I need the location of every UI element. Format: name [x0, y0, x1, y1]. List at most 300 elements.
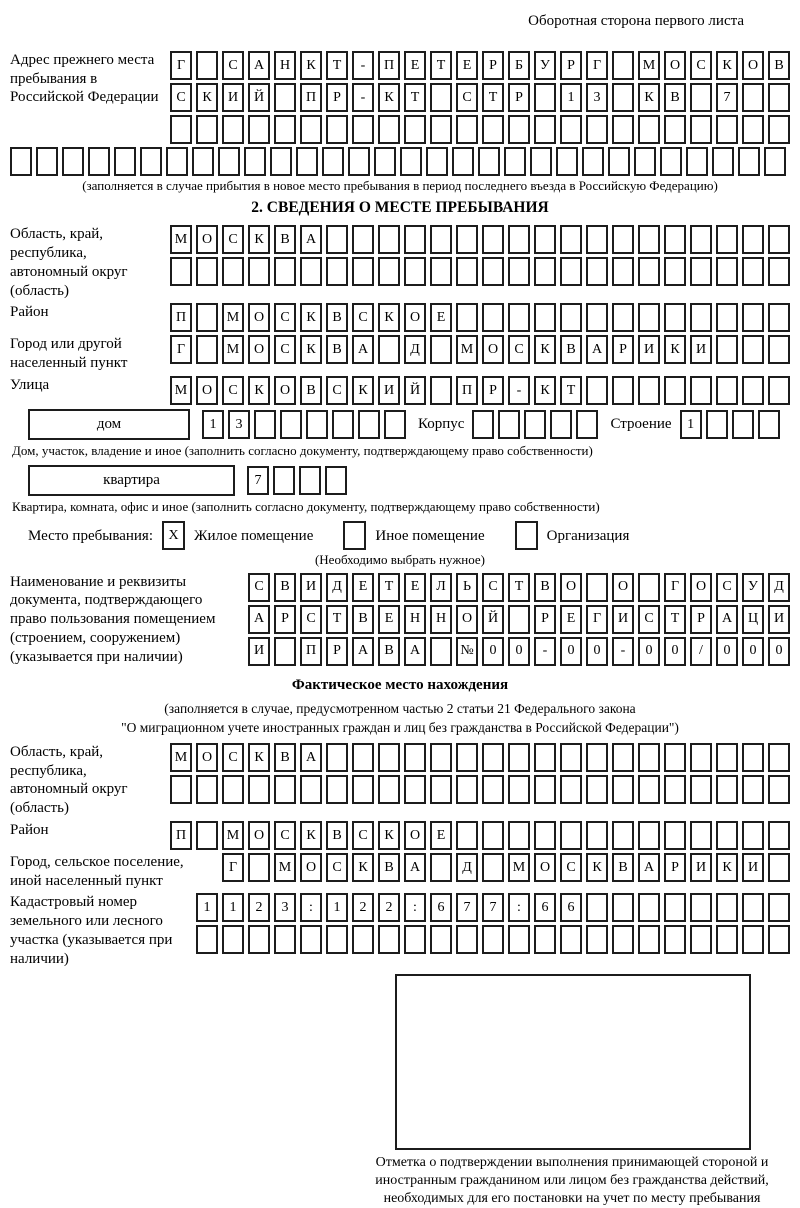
char-cell[interactable]: О [742, 51, 764, 80]
char-cell[interactable] [690, 115, 712, 144]
char-cell[interactable] [716, 893, 738, 922]
char-cell[interactable]: Т [430, 51, 452, 80]
char-cell[interactable] [273, 466, 295, 495]
char-cell[interactable]: Т [508, 573, 530, 602]
char-cell[interactable]: К [378, 821, 400, 850]
char-cell[interactable]: : [508, 893, 530, 922]
char-cell[interactable] [612, 83, 634, 112]
char-cell[interactable]: А [404, 637, 426, 666]
char-cell[interactable]: А [716, 605, 738, 634]
char-cell[interactable]: Р [508, 83, 530, 112]
char-cell[interactable]: - [612, 637, 634, 666]
char-cell[interactable]: С [716, 573, 738, 602]
char-cell[interactable]: 6 [534, 893, 556, 922]
char-cell[interactable] [664, 893, 686, 922]
char-cell[interactable] [270, 147, 292, 176]
char-cell[interactable]: И [768, 605, 790, 634]
char-cell[interactable]: В [352, 605, 374, 634]
char-cell[interactable] [686, 147, 708, 176]
char-cell[interactable]: Е [430, 303, 452, 332]
char-cell[interactable] [690, 303, 712, 332]
char-cell[interactable]: 0 [638, 637, 660, 666]
char-cell[interactable]: Р [560, 51, 582, 80]
char-cell[interactable]: 2 [378, 893, 400, 922]
char-cell[interactable] [716, 257, 738, 286]
char-cell[interactable]: 1 [560, 83, 582, 112]
char-cell[interactable]: О [248, 335, 270, 364]
char-cell[interactable] [430, 115, 452, 144]
char-cell[interactable]: А [248, 51, 270, 80]
char-cell[interactable] [690, 821, 712, 850]
char-cell[interactable] [326, 925, 348, 954]
char-cell[interactable]: С [274, 303, 296, 332]
char-cell[interactable] [534, 821, 556, 850]
char-cell[interactable] [196, 821, 218, 850]
char-cell[interactable] [332, 410, 354, 439]
char-cell[interactable]: А [404, 853, 426, 882]
char-cell[interactable] [430, 257, 452, 286]
char-cell[interactable]: П [300, 83, 322, 112]
char-cell[interactable]: Р [482, 376, 504, 405]
char-cell[interactable] [534, 925, 556, 954]
char-cell[interactable]: У [534, 51, 556, 80]
char-cell[interactable] [586, 257, 608, 286]
char-cell[interactable] [378, 335, 400, 364]
char-cell[interactable]: О [690, 573, 712, 602]
char-cell[interactable]: С [222, 376, 244, 405]
char-cell[interactable]: С [326, 853, 348, 882]
char-cell[interactable]: Й [248, 83, 270, 112]
char-cell[interactable] [560, 775, 582, 804]
char-cell[interactable] [482, 115, 504, 144]
char-cell[interactable]: Р [274, 605, 296, 634]
char-cell[interactable]: Е [456, 51, 478, 80]
char-cell[interactable] [222, 257, 244, 286]
char-cell[interactable] [192, 147, 214, 176]
char-cell[interactable] [378, 775, 400, 804]
char-cell[interactable] [612, 925, 634, 954]
char-cell[interactable] [608, 147, 630, 176]
char-cell[interactable] [430, 775, 452, 804]
char-cell[interactable] [248, 257, 270, 286]
char-cell[interactable]: А [352, 637, 374, 666]
char-cell[interactable]: Р [664, 853, 686, 882]
char-cell[interactable]: М [170, 225, 192, 254]
char-cell[interactable]: И [638, 335, 660, 364]
char-cell[interactable] [690, 257, 712, 286]
char-cell[interactable] [300, 115, 322, 144]
char-cell[interactable]: О [274, 376, 296, 405]
char-cell[interactable] [716, 821, 738, 850]
char-cell[interactable] [482, 303, 504, 332]
char-cell[interactable] [638, 303, 660, 332]
char-cell[interactable] [430, 743, 452, 772]
char-cell[interactable] [732, 410, 754, 439]
char-cell[interactable] [716, 303, 738, 332]
char-cell[interactable] [550, 410, 572, 439]
char-cell[interactable] [664, 115, 686, 144]
char-cell[interactable] [742, 257, 764, 286]
char-cell[interactable]: Н [430, 605, 452, 634]
char-cell[interactable]: С [508, 335, 530, 364]
char-cell[interactable] [196, 335, 218, 364]
char-cell[interactable]: Р [690, 605, 712, 634]
char-cell[interactable]: Р [326, 83, 348, 112]
char-cell[interactable] [36, 147, 58, 176]
char-cell[interactable]: С [222, 51, 244, 80]
char-cell[interactable]: Й [404, 376, 426, 405]
char-cell[interactable]: Т [560, 376, 582, 405]
char-cell[interactable]: 3 [228, 410, 250, 439]
char-cell[interactable]: С [326, 376, 348, 405]
char-cell[interactable] [326, 775, 348, 804]
char-cell[interactable] [300, 775, 322, 804]
char-cell[interactable] [534, 743, 556, 772]
char-cell[interactable] [456, 115, 478, 144]
char-cell[interactable] [768, 893, 790, 922]
char-cell[interactable]: К [352, 853, 374, 882]
char-cell[interactable] [196, 51, 218, 80]
char-cell[interactable] [254, 410, 276, 439]
char-cell[interactable] [664, 775, 686, 804]
char-cell[interactable]: - [352, 83, 374, 112]
char-cell[interactable]: О [248, 303, 270, 332]
char-cell[interactable] [742, 775, 764, 804]
char-cell[interactable]: М [222, 303, 244, 332]
char-cell[interactable]: 1 [202, 410, 224, 439]
char-cell[interactable]: М [222, 335, 244, 364]
char-cell[interactable]: А [352, 335, 374, 364]
char-cell[interactable]: А [638, 853, 660, 882]
char-cell[interactable] [352, 225, 374, 254]
char-cell[interactable] [664, 303, 686, 332]
char-cell[interactable] [196, 925, 218, 954]
char-cell[interactable] [768, 743, 790, 772]
char-cell[interactable] [482, 225, 504, 254]
char-cell[interactable] [352, 115, 374, 144]
char-cell[interactable] [404, 775, 426, 804]
char-cell[interactable] [586, 893, 608, 922]
char-cell[interactable]: Т [482, 83, 504, 112]
char-cell[interactable]: Т [664, 605, 686, 634]
char-cell[interactable] [612, 821, 634, 850]
char-cell[interactable]: Р [534, 605, 556, 634]
char-cell[interactable]: - [352, 51, 374, 80]
char-cell[interactable]: К [248, 743, 270, 772]
char-cell[interactable] [508, 115, 530, 144]
char-cell[interactable]: К [352, 376, 374, 405]
char-cell[interactable] [325, 466, 347, 495]
char-cell[interactable] [352, 257, 374, 286]
char-cell[interactable] [218, 147, 240, 176]
char-cell[interactable]: Ь [456, 573, 478, 602]
char-cell[interactable] [612, 115, 634, 144]
char-cell[interactable] [378, 743, 400, 772]
char-cell[interactable] [586, 573, 608, 602]
char-cell[interactable] [248, 115, 270, 144]
char-cell[interactable]: В [326, 335, 348, 364]
char-cell[interactable] [300, 257, 322, 286]
char-cell[interactable] [738, 147, 760, 176]
char-cell[interactable] [768, 83, 790, 112]
char-cell[interactable] [560, 743, 582, 772]
char-cell[interactable]: П [170, 303, 192, 332]
char-cell[interactable]: П [378, 51, 400, 80]
char-cell[interactable] [10, 147, 32, 176]
char-cell[interactable] [274, 925, 296, 954]
char-cell[interactable]: О [196, 376, 218, 405]
char-cell[interactable] [170, 257, 192, 286]
char-cell[interactable] [586, 115, 608, 144]
char-cell[interactable]: К [716, 51, 738, 80]
char-cell[interactable]: Т [326, 605, 348, 634]
char-cell[interactable]: И [690, 853, 712, 882]
char-cell[interactable]: М [274, 853, 296, 882]
char-cell[interactable]: К [300, 821, 322, 850]
char-cell[interactable]: У [742, 573, 764, 602]
char-cell[interactable]: Д [326, 573, 348, 602]
char-cell[interactable]: И [690, 335, 712, 364]
char-cell[interactable] [378, 115, 400, 144]
char-cell[interactable] [768, 853, 790, 882]
char-cell[interactable] [430, 376, 452, 405]
char-cell[interactable] [768, 257, 790, 286]
char-cell[interactable] [306, 410, 328, 439]
char-cell[interactable] [166, 147, 188, 176]
char-cell[interactable] [196, 257, 218, 286]
char-cell[interactable]: М [638, 51, 660, 80]
checkbox-organization[interactable] [515, 521, 538, 550]
char-cell[interactable]: А [586, 335, 608, 364]
char-cell[interactable] [508, 743, 530, 772]
char-cell[interactable] [274, 775, 296, 804]
char-cell[interactable]: В [378, 853, 400, 882]
char-cell[interactable]: О [456, 605, 478, 634]
char-cell[interactable]: М [170, 743, 192, 772]
char-cell[interactable] [114, 147, 136, 176]
char-cell[interactable] [534, 257, 556, 286]
char-cell[interactable]: 1 [326, 893, 348, 922]
char-cell[interactable] [742, 225, 764, 254]
char-cell[interactable] [430, 225, 452, 254]
char-cell[interactable] [768, 821, 790, 850]
char-cell[interactable]: 6 [560, 893, 582, 922]
char-cell[interactable] [508, 605, 530, 634]
char-cell[interactable] [456, 925, 478, 954]
char-cell[interactable] [170, 775, 192, 804]
char-cell[interactable] [534, 775, 556, 804]
char-cell[interactable]: : [300, 893, 322, 922]
char-cell[interactable]: К [248, 225, 270, 254]
char-cell[interactable] [742, 821, 764, 850]
char-cell[interactable]: 0 [742, 637, 764, 666]
char-cell[interactable] [430, 637, 452, 666]
char-cell[interactable]: Е [430, 821, 452, 850]
char-cell[interactable] [508, 225, 530, 254]
char-cell[interactable] [196, 303, 218, 332]
char-cell[interactable] [560, 303, 582, 332]
char-cell[interactable]: П [456, 376, 478, 405]
char-cell[interactable]: К [248, 376, 270, 405]
char-cell[interactable]: О [248, 821, 270, 850]
char-cell[interactable] [690, 893, 712, 922]
char-cell[interactable] [664, 743, 686, 772]
char-cell[interactable] [358, 410, 380, 439]
char-cell[interactable] [348, 147, 370, 176]
char-cell[interactable] [482, 257, 504, 286]
char-cell[interactable] [456, 225, 478, 254]
char-cell[interactable]: 2 [352, 893, 374, 922]
char-cell[interactable] [508, 925, 530, 954]
char-cell[interactable] [274, 115, 296, 144]
char-cell[interactable] [140, 147, 162, 176]
char-cell[interactable]: О [664, 51, 686, 80]
char-cell[interactable]: Й [482, 605, 504, 634]
char-cell[interactable] [274, 83, 296, 112]
char-cell[interactable] [664, 821, 686, 850]
char-cell[interactable]: - [508, 376, 530, 405]
char-cell[interactable]: С [222, 225, 244, 254]
char-cell[interactable]: С [248, 573, 270, 602]
char-cell[interactable]: Е [560, 605, 582, 634]
char-cell[interactable] [638, 743, 660, 772]
char-cell[interactable] [430, 853, 452, 882]
char-cell[interactable]: М [170, 376, 192, 405]
char-cell[interactable] [498, 410, 520, 439]
char-cell[interactable]: К [664, 335, 686, 364]
char-cell[interactable]: О [196, 743, 218, 772]
char-cell[interactable] [400, 147, 422, 176]
char-cell[interactable]: К [378, 303, 400, 332]
char-cell[interactable]: Т [378, 573, 400, 602]
char-cell[interactable] [456, 775, 478, 804]
char-cell[interactable]: Г [586, 605, 608, 634]
char-cell[interactable] [768, 376, 790, 405]
char-cell[interactable]: В [768, 51, 790, 80]
char-cell[interactable]: А [300, 743, 322, 772]
char-cell[interactable] [374, 147, 396, 176]
char-cell[interactable]: Б [508, 51, 530, 80]
char-cell[interactable]: Р [482, 51, 504, 80]
char-cell[interactable] [690, 83, 712, 112]
char-cell[interactable]: Д [456, 853, 478, 882]
char-cell[interactable]: М [456, 335, 478, 364]
char-cell[interactable]: М [508, 853, 530, 882]
char-cell[interactable]: В [326, 821, 348, 850]
char-cell[interactable] [586, 743, 608, 772]
char-cell[interactable]: О [404, 821, 426, 850]
char-cell[interactable] [88, 147, 110, 176]
char-cell[interactable] [326, 225, 348, 254]
char-cell[interactable]: М [222, 821, 244, 850]
char-cell[interactable] [248, 775, 270, 804]
char-cell[interactable]: К [300, 51, 322, 80]
char-cell[interactable] [404, 225, 426, 254]
char-cell[interactable]: / [690, 637, 712, 666]
char-cell[interactable] [534, 303, 556, 332]
char-cell[interactable] [556, 147, 578, 176]
char-cell[interactable] [352, 743, 374, 772]
char-cell[interactable]: В [560, 335, 582, 364]
char-cell[interactable] [378, 925, 400, 954]
char-cell[interactable]: Н [274, 51, 296, 80]
char-cell[interactable] [222, 115, 244, 144]
char-cell[interactable]: И [378, 376, 400, 405]
char-cell[interactable]: С [456, 83, 478, 112]
char-cell[interactable] [326, 743, 348, 772]
char-cell[interactable] [768, 303, 790, 332]
char-cell[interactable] [634, 147, 656, 176]
char-cell[interactable]: А [248, 605, 270, 634]
char-cell[interactable] [404, 743, 426, 772]
char-cell[interactable] [456, 257, 478, 286]
char-cell[interactable] [612, 743, 634, 772]
char-cell[interactable] [638, 821, 660, 850]
char-cell[interactable]: С [274, 335, 296, 364]
char-cell[interactable] [560, 257, 582, 286]
char-cell[interactable] [326, 115, 348, 144]
char-cell[interactable] [524, 410, 546, 439]
char-cell[interactable] [742, 303, 764, 332]
char-cell[interactable] [586, 376, 608, 405]
char-cell[interactable]: 0 [586, 637, 608, 666]
char-cell[interactable]: 1 [196, 893, 218, 922]
char-cell[interactable]: О [404, 303, 426, 332]
char-cell[interactable] [430, 335, 452, 364]
char-cell[interactable] [404, 115, 426, 144]
char-cell[interactable] [430, 925, 452, 954]
char-cell[interactable]: 0 [560, 637, 582, 666]
char-cell[interactable]: П [300, 637, 322, 666]
char-cell[interactable]: С [638, 605, 660, 634]
char-cell[interactable] [690, 743, 712, 772]
char-cell[interactable]: Т [326, 51, 348, 80]
checkbox-residential[interactable] [162, 521, 185, 550]
char-cell[interactable] [456, 743, 478, 772]
char-cell[interactable] [534, 225, 556, 254]
char-cell[interactable]: В [274, 225, 296, 254]
char-cell[interactable] [582, 147, 604, 176]
char-cell[interactable] [638, 376, 660, 405]
char-cell[interactable]: - [534, 637, 556, 666]
char-cell[interactable]: К [534, 376, 556, 405]
char-cell[interactable]: 6 [430, 893, 452, 922]
char-cell[interactable]: 0 [664, 637, 686, 666]
char-cell[interactable] [706, 410, 728, 439]
char-cell[interactable] [384, 410, 406, 439]
char-cell[interactable] [742, 83, 764, 112]
char-cell[interactable]: К [300, 335, 322, 364]
char-cell[interactable] [534, 83, 556, 112]
char-cell[interactable]: Ц [742, 605, 764, 634]
char-cell[interactable] [768, 925, 790, 954]
char-cell[interactable] [586, 225, 608, 254]
char-cell[interactable]: Л [430, 573, 452, 602]
char-cell[interactable]: С [170, 83, 192, 112]
checkbox-other-premises[interactable] [343, 521, 366, 550]
char-cell[interactable] [612, 303, 634, 332]
char-cell[interactable] [508, 821, 530, 850]
char-cell[interactable] [664, 376, 686, 405]
char-cell[interactable]: Д [768, 573, 790, 602]
char-cell[interactable]: К [300, 303, 322, 332]
char-cell[interactable] [586, 925, 608, 954]
char-cell[interactable]: И [222, 83, 244, 112]
char-cell[interactable] [452, 147, 474, 176]
char-cell[interactable]: Р [326, 637, 348, 666]
char-cell[interactable] [560, 225, 582, 254]
char-cell[interactable]: С [352, 303, 374, 332]
